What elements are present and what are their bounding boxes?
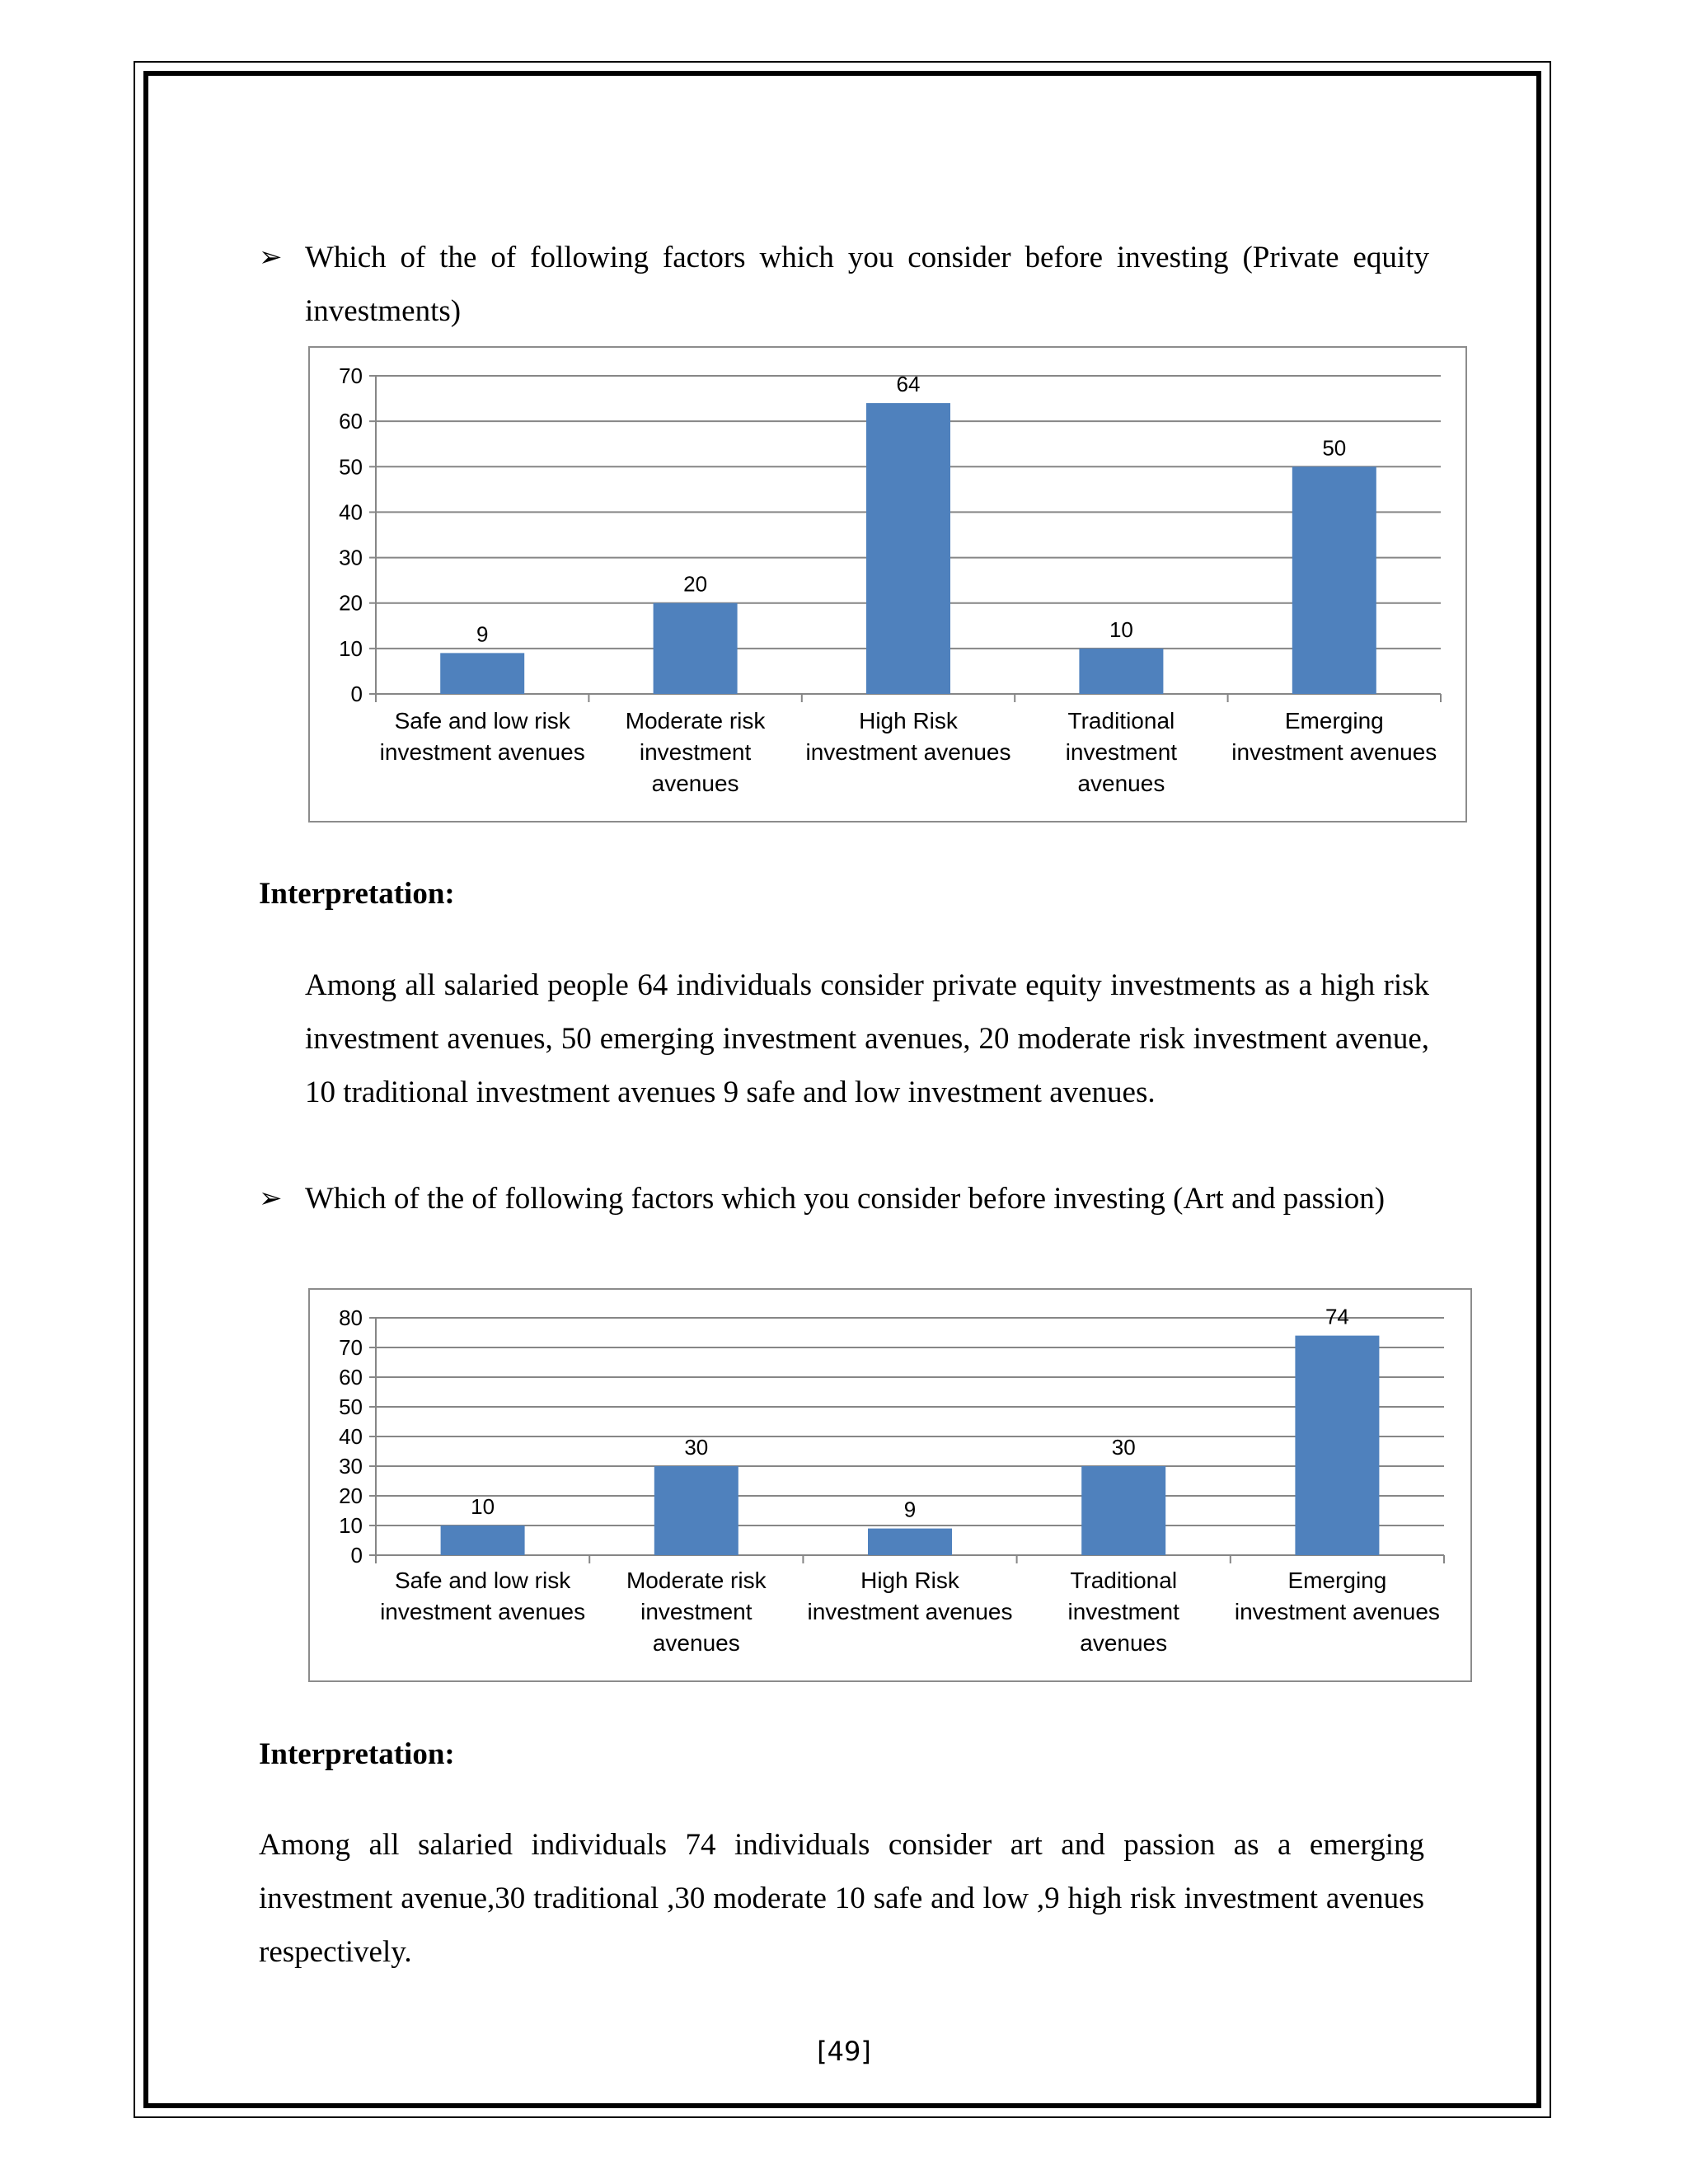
data-label: 74 — [1325, 1304, 1349, 1329]
y-tick-label: 40 — [339, 499, 363, 525]
x-category-label: Emerging investment avenues — [1231, 708, 1437, 765]
bar — [1081, 1466, 1165, 1555]
y-tick-label: 70 — [339, 1335, 363, 1360]
y-tick-label: 0 — [350, 682, 363, 706]
bar — [654, 603, 738, 694]
bar — [1292, 466, 1376, 694]
page-number: [49] — [817, 2036, 871, 2067]
x-category-label: Traditional investment avenues — [1065, 708, 1178, 796]
y-tick-label: 10 — [339, 1513, 363, 1538]
chart-art-passion — [308, 1288, 1472, 1682]
y-tick-label: 0 — [350, 1543, 363, 1568]
y-tick-label: 10 — [339, 635, 363, 661]
bar — [440, 653, 524, 694]
y-tick-label: 30 — [339, 1454, 363, 1479]
chart-art-passion-svg — [310, 1290, 1470, 1680]
question-1 — [259, 231, 1429, 338]
x-category-label: Emerging investment avenues — [1234, 1568, 1440, 1624]
data-label: 64 — [896, 372, 921, 397]
arrow-bullet-icon: ➢ — [259, 242, 283, 273]
bar — [868, 1529, 952, 1555]
y-tick-label: 50 — [339, 1394, 363, 1419]
y-tick-label: 70 — [339, 363, 363, 388]
data-label: 10 — [471, 1494, 495, 1519]
y-tick-label: 80 — [339, 1305, 363, 1330]
data-label: 20 — [683, 571, 708, 597]
y-tick-label: 50 — [339, 454, 363, 480]
chart-private-equity — [308, 346, 1467, 823]
interpretation-1-text: Among all salaried people 64 individuals consider private equity investments as a high risk investment avenues, 50 emerging investment avenues, 20 moderate risk investment avenue, 10 traditional investment avenues 9 safe and low investment avenues. — [305, 968, 1429, 1109]
question-2 — [259, 1172, 1429, 1226]
data-label: 50 — [1322, 435, 1347, 461]
arrow-bullet-icon: ➢ — [259, 1183, 283, 1214]
x-category-label: Safe and low risk investment avenues — [379, 708, 585, 765]
data-label: 30 — [1111, 1435, 1136, 1460]
bar — [654, 1466, 738, 1555]
bar — [866, 403, 950, 694]
interpretation-2-text: Among all salaried individuals 74 individuals consider art and passion as a emerging investment avenue,30 traditional ,30 moderate 10 safe and low ,9 high risk investment avenues respectively. — [259, 1828, 1424, 1969]
y-tick-label: 30 — [339, 545, 363, 570]
y-tick-label: 20 — [339, 1483, 363, 1508]
x-category-label: Safe and low risk investment avenues — [380, 1568, 586, 1624]
data-label: 30 — [684, 1435, 709, 1460]
y-tick-label: 60 — [339, 1365, 363, 1390]
x-category-label: High Risk investment avenues — [807, 1568, 1013, 1624]
y-tick-label: 40 — [339, 1424, 363, 1449]
interpretation-2-heading: Interpretation: — [259, 1737, 455, 1771]
question-1-text: Which of the of following factors which you consider before investing (Private equity investments) — [305, 241, 1429, 328]
x-category-label: High Risk investment avenues — [805, 708, 1011, 765]
data-label: 9 — [476, 621, 489, 647]
chart-private-equity-svg — [310, 348, 1465, 821]
bar — [1295, 1336, 1379, 1555]
y-tick-label: 20 — [339, 590, 363, 616]
bar — [441, 1526, 525, 1555]
y-tick-label: 60 — [339, 409, 363, 434]
bar — [1079, 649, 1163, 694]
x-category-label: Moderate risk investment avenues — [625, 708, 766, 796]
question-2-text: Which of the of following factors which you consider before investing (Art and passion) — [305, 1182, 1386, 1216]
x-category-label: Traditional investment avenues — [1067, 1568, 1179, 1656]
data-label: 9 — [903, 1497, 917, 1522]
data-label: 10 — [1109, 616, 1133, 642]
interpretation-1-heading: Interpretation: — [259, 877, 455, 911]
x-category-label: Moderate risk investment avenues — [626, 1568, 767, 1656]
